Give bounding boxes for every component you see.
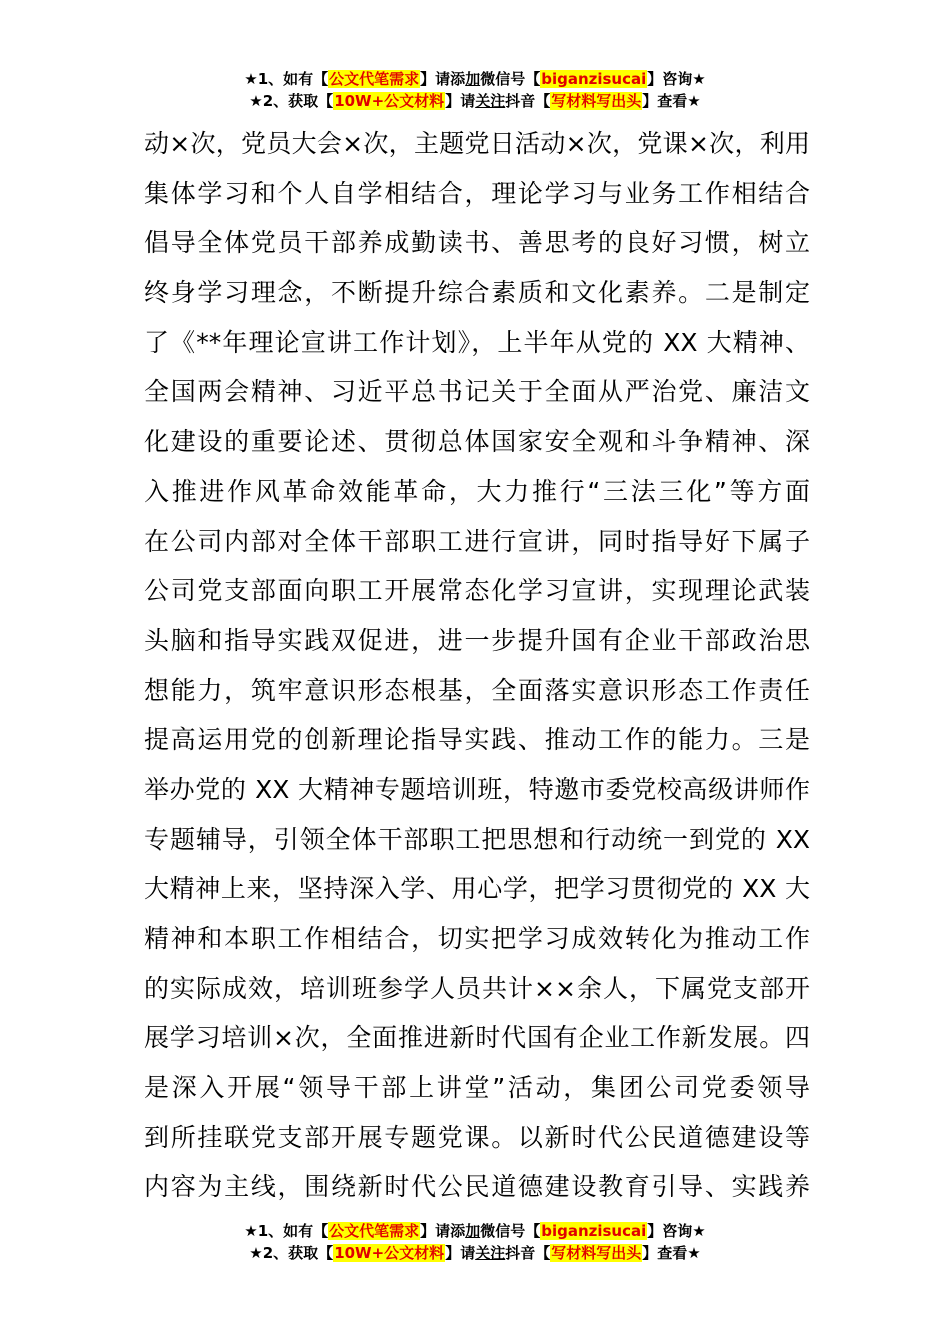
body-line: 化建设的重要论述、贯彻总体国家安全观和斗争精神、深 <box>144 427 810 457</box>
promo-line-2 <box>0 90 950 112</box>
body-line: 大精神上来，坚持深入学、用心学，把学习贯彻党的 XX 大 <box>144 874 810 904</box>
promo-highlight-service: 公文代笔需求 <box>329 1222 420 1240</box>
promo-line-1 <box>0 68 950 90</box>
promo-line-2-mid2: 抖音【 <box>505 1244 551 1262</box>
footer-promo-banner <box>0 1220 950 1264</box>
promo-highlight-douyin-account: 写材料写出头 <box>551 1244 642 1262</box>
body-line: 的实际成效，培训班参学人员共计××余人，下属党支部开 <box>144 973 810 1003</box>
body-line: 倡导全体党员干部养成勤读书、善思考的良好习惯，树立 <box>144 228 810 258</box>
promo-line-2-mid2: 抖音【 <box>505 92 551 110</box>
body-line: 公司党支部面向职工开展常态化学习宣讲，实现理论武装 <box>144 576 810 606</box>
body-line: 终身学习理念，不断提升综合素质和文化素养。二是制定 <box>144 278 810 308</box>
promo-line-1-mid2: 微信号【 <box>480 1222 541 1240</box>
promo-line-1-suffix: 】咨询★ <box>647 1222 706 1240</box>
body-line: 精神和本职工作相结合，切实把学习成效转化为推动工作 <box>144 924 810 953</box>
body-line: 在公司内部对全体干部职工进行宣讲，同时指导好下属子 <box>144 526 810 556</box>
promo-line-2-mid: 】请 <box>445 1244 476 1262</box>
promo-highlight-materials: 10W+公文材料 <box>334 1244 445 1262</box>
promo-underlined-word: 加 <box>465 70 481 88</box>
promo-line-1-prefix: ★1、如有【 <box>244 70 329 88</box>
body-line: 全国两会精神、习近平总书记关于全面从严治党、廉洁文 <box>144 377 810 407</box>
promo-line-1-suffix: 】咨询★ <box>647 70 706 88</box>
body-line: 头脑和指导实践双促进，进一步提升国有企业干部政治思 <box>144 625 810 655</box>
promo-line-2-suffix: 】查看★ <box>642 1244 701 1262</box>
promo-line-1-mid: 】请添 <box>420 70 466 88</box>
body-line: 想能力，筑牢意识形态根基，全面落实意识形态工作责任 <box>144 675 810 705</box>
promo-line-2 <box>0 1242 950 1264</box>
body-line: 展学习培训×次，全面推进新时代国有企业工作新发展。四 <box>144 1023 810 1053</box>
body-line: 提高运用党的创新理论指导实践、推动工作的能力。三是 <box>144 725 810 755</box>
promo-underlined-word: 关注 <box>475 92 506 110</box>
body-line: 内容为主线，围绕新时代公民道德建设教育引导、实践养 <box>144 1172 810 1202</box>
promo-line-2-prefix: ★2、获取【 <box>249 1244 334 1262</box>
promo-highlight-douyin-account: 写材料写出头 <box>551 92 642 110</box>
promo-highlight-wechat-id: biganzisucai <box>541 70 647 88</box>
body-line: 专题辅导，引领全体干部职工把思想和行动统一到党的 XX <box>144 824 810 854</box>
body-line: 入推进作风革命效能革命，大力推行“三法三化”等方面 <box>144 476 810 506</box>
promo-highlight-materials: 10W+公文材料 <box>334 92 445 110</box>
body-line: 到所挂联党支部开展专题党课。以新时代公民道德建设等 <box>144 1122 810 1152</box>
body-line: 动×次，党员大会×次，主题党日活动×次，党课×次，利用 <box>144 129 810 158</box>
promo-line-1-prefix: ★1、如有【 <box>244 1222 329 1240</box>
promo-line-2-suffix: 】查看★ <box>642 92 701 110</box>
body-line: 了《**年理论宣讲工作计划》，上半年从党的 XX 大精神、 <box>144 327 810 357</box>
promo-line-1-mid2: 微信号【 <box>480 70 541 88</box>
promo-underlined-word: 关注 <box>475 1244 506 1262</box>
promo-highlight-wechat-id: biganzisucai <box>541 1222 647 1240</box>
document-body <box>144 119 810 1212</box>
promo-line-1 <box>0 1220 950 1242</box>
promo-highlight-service: 公文代笔需求 <box>329 70 420 88</box>
promo-line-2-prefix: ★2、获取【 <box>249 92 334 110</box>
body-line: 是深入开展“领导干部上讲堂”活动，集团公司党委领导 <box>144 1073 810 1103</box>
body-line: 集体学习和个人自学相结合，理论学习与业务工作相结合 <box>144 178 810 208</box>
promo-line-1-mid: 】请添 <box>420 1222 466 1240</box>
promo-line-2-mid: 】请 <box>445 92 476 110</box>
body-line: 举办党的 XX 大精神专题培训班，特邀市委党校高级讲师作 <box>144 774 810 804</box>
header-promo-banner <box>0 68 950 112</box>
promo-underlined-word: 加 <box>465 1222 481 1240</box>
